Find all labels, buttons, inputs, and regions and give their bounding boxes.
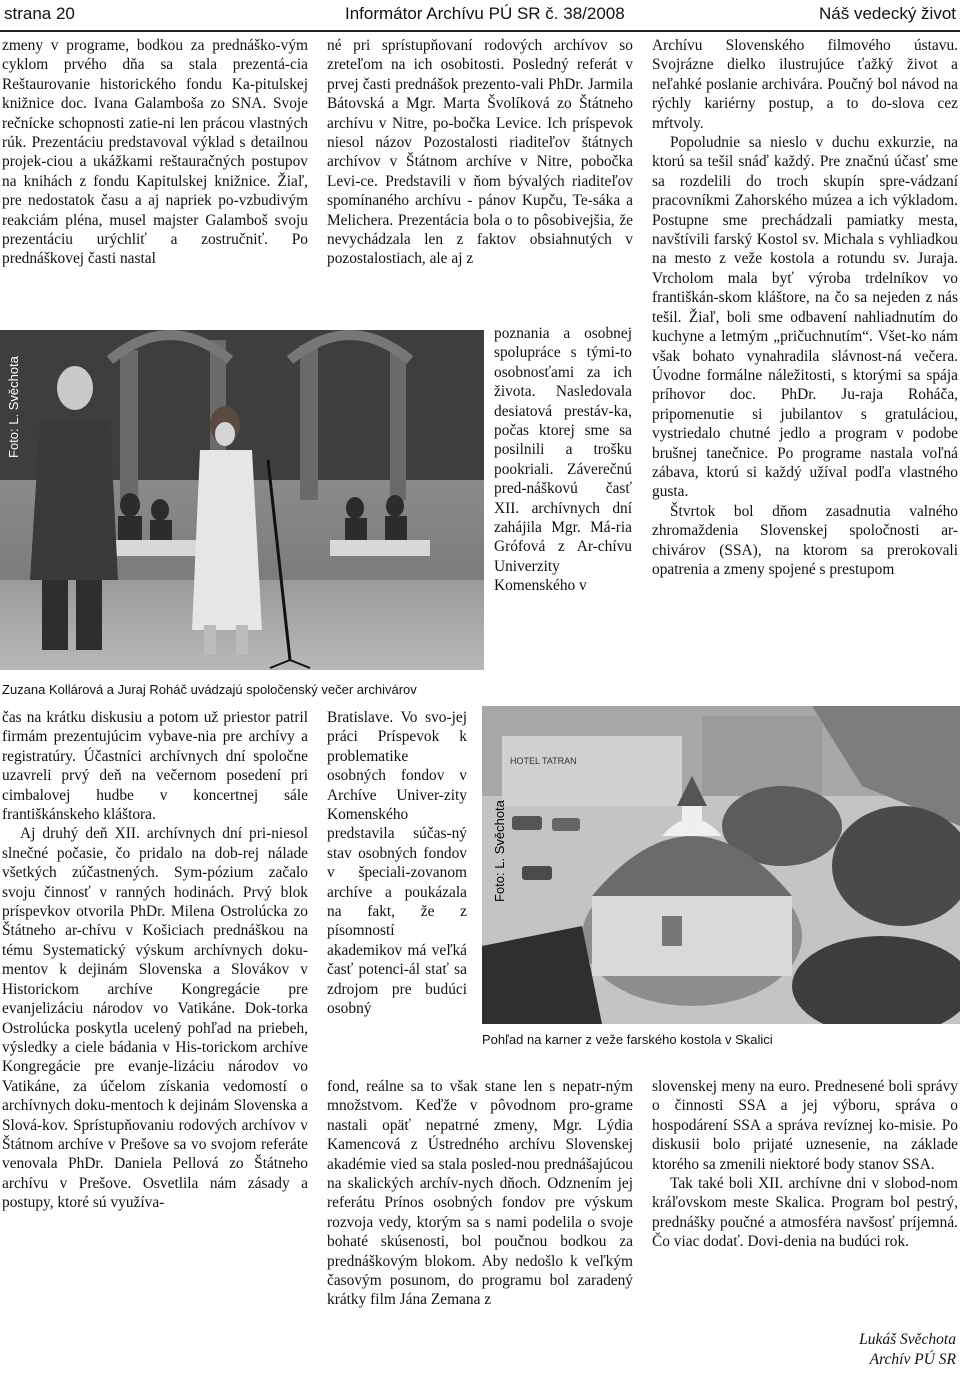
photo-caption: Zuzana Kollárová a Juraj Roháč uvádzajú spoločenský večer archivárov <box>2 682 417 697</box>
author-signature <box>760 1330 956 1370</box>
paragraph: Bratislave. Vo svo-jej práci Príspevok k problematike osobných fondov v Archíve Univer-zity Komenského predstavila súčas-ný stav osobných fondov v špeciali-zovanom archíve a poukázala na fakt, že z písomností akademikov má veľká časť potenci-ál stať sa zdrojom pre budúci osobný <box>327 709 467 1018</box>
paragraph: Štvrtok bol dňom zasadnutia valného zhromaždenia Slovenskej spoločnosti ar-chivárov (SSA), na ktorom sa prerokovali opatrenia a zmeny spojené s prestupom <box>652 502 958 578</box>
photo-karner-view-image <box>482 706 960 1024</box>
photo-caption: Pohľad na karner z veže farského kostola v Skalici <box>482 1032 773 1047</box>
paragraph: fond, reálne sa to však stane len s nepatr-ným množstvom. Keďže v pôvodnom pro-grame nastali opäť nepatrné zmeny, Mgr. Lýdia Kamencová z Ústredného archívu Slovenskej akadémie vied sa stala posled-nou prednášajúcou na skalických archív-nych dňoch. Odznením jej referátu Prínos osobných fondov pre výskum rozvoja vedy, ktorým sa s nami podelila o svoje bohaté skúsenosti, bol poučnou bodkou za prednáškovým blokom. Aby nedošlo k veľkým časovým posunom, do programu bol zaradený krátky film Jána Zemana z <box>327 1078 633 1309</box>
article-col3-top <box>652 36 958 686</box>
photo-karner-view <box>482 706 960 1024</box>
section-title: Náš vedecký život <box>819 4 956 23</box>
article-col2-top <box>327 36 633 326</box>
paragraph: Archívu Slovenského filmového ústavu. Svojrázne dielko ilustrujúce ťažký život a neľahké poslanie archivára. Poučný bol návod na rýchly kariérny postup, a to do-slova cez mŕtvoly. <box>652 37 958 132</box>
article-col1-bottom <box>2 708 308 1368</box>
author-org: Archív PÚ SR <box>869 1351 956 1368</box>
page-number: strana 20 <box>4 4 75 23</box>
article-col2-narrow <box>494 324 632 682</box>
paragraph: Aj druhý deň XII. archívnych dní pri-niesol slnečné počasie, čo pridalo na dob-rej nálade všetkých zúčastnených. Sym-pózium začalo svoju činnosť v ranných hodinách. Prvý blok príspevkov otvorila PhDr. Milena Ostrolúcka zo Štátneho ar-chívu v Košiciach prednáškou na tému Systematický výskum archívnych doku-mentov k dejinám Slovenska a Slovákov v Historickom archíve Kongregácie pre evanjelizáciu národov vo Vatikáne. Dok-torka Ostrolúcka poskytla ucelený pohľad na priebeh, výsledky a ciele bádania v His-torickom archíve Kongregácie pre evanje-lizáciu národov vo Vatikáne, za účelom získania vedomostí o archívnych doku-mentoch k dejinám Slovenska a Slová-kov. Sprístupňovaniu rodových archívov v Štátnom archíve v Prešove sa vo svojom referáte venovala PhDr. Daniela Pellová zo Štátneho archívu v Prešove. Osvetlila nám zásady a postupy, ktoré sú využíva- <box>2 825 308 1212</box>
photo-evening-event <box>0 330 484 670</box>
article-col1-top <box>2 36 308 326</box>
article-col2-narrow-bottom <box>327 708 467 1076</box>
author-name: Lukáš Svěchota <box>859 1331 956 1348</box>
photo-evening-event-image <box>0 330 484 670</box>
paragraph: slovenskej meny na euro. Prednesené boli správy o činnosti SSA a jej výboru, správa o hospodárení SSA a správa revíznej ko-misie. Po diskusii bolo prijaté uznesenie, na základe ktorého sa zmenili niektoré body stanov SSA. <box>652 1078 958 1173</box>
paragraph: poznania a osobnej spolupráce s tými-to osobnosťami za ich života. Nasledovala desiatová prestáv-ka, počas ktorej sme sa posilnili a trošku pookriali. Záverečnú pred-náškovú časť XII. archívnych dní zahájila Mgr. Má-ria Grófová z Ar-chívu Univerzity Komenského v <box>494 325 632 595</box>
paragraph: čas na krátku diskusiu a potom už priestor patril firmám prezentujúcim vybave-nia pre archívy a registratúry. Účastníci archívnych dní spoločne uzavreli prvý deň na večernom posedení pri cimbalovej hudbe v koncertnej sále františkánskeho kláštora. <box>2 709 308 824</box>
journal-title: Informátor Archívu PÚ SR č. 38/2008 <box>345 4 625 23</box>
page-header <box>0 0 960 32</box>
sign-text: HOTEL TATRAN <box>510 756 577 766</box>
photo-credit: Foto: L. Svěchota <box>492 800 507 902</box>
article-col3-bottom <box>652 1077 958 1317</box>
paragraph: zmeny v programe, bodkou za prednáško-vým cyklom prvého dňa sa stala prezentá-cia Reštaurovanie historického fondu Ka-pitulskej knižnice doc. Ivana Galamboša zo SNA. Svoje rečnícke schopnosti zatie-ni len prácou vlastných rúk. Prezentáciu predstavoval výklad s detailnou projek-ciou a ukážkami reštauračných postupov na knihách z fondu Kapitulskej knižnice. Žiaľ, pre nedostatok času a aj napriek po-vzbudivým reakciám pléna, musel majster Galamboš svoju prezentáciu urýchliť a zostručniť. Po prednáškovej časti nastal <box>2 37 308 268</box>
paragraph: né pri sprístupňovaní rodových archívov so zreteľom na ich osobitosti. Posledný referát v prvej časti prednášok prezento-vali PhDr. Jarmila Bátovská a Mgr. Marta Švolíková zo Štátneho archívu v Nitre, po-bočka Levice. Ich príspevok niesol názov Pozostalosti riaditeľov štátnych archívov v Štátnom archíve v Nitre, pobočka Levi-ce. Predstavili v ňom bývalých riaditeľov spomínaného archívu - pánov Kupču, Te-sáka a Melichera. Prezentácia bola o to pôsobivejšia, že nevychádzala len z faktov obsiahnutých v pozostalostiach, ale aj z <box>327 37 633 268</box>
paragraph: Popoludnie sa nieslo v duchu exkurzie, na ktorú sa tešil snáď každý. Pre značnú účasť sme sa rozdelili do troch skupín spre-vádzaní pracovníkmi Zahorského múzea a ich výkladom. Postupne sme prechádzali pamiatky mesta, navštívili farský Kostol sv. Michala s vyhliadkou na mesto z veže kostola a rotundu sv. Juraja. Vrcholom mala byť výroba trdelníkov vo františkán-skom kláštore, na čo sa nejeden z nás tešil. Žiaľ, boli sme odbavení nahliadnutím do kuchyne a letmým „pričuchnutím“. Všet-ko nám však bohato vynahradila slávnost-ná večera. Úvodne formálne náležitosti, s ktorými sa spája príhovor doc. PhDr. Ju-raja Roháča, pripomenutie si jubilantov s gratuláciou, vystriedalo chutné jedlo a program v podobe brušnej tanečnice. Po programe nastala voľná zábava, ktorú si každý užíval podľa vlastného gusta. <box>652 134 958 501</box>
article-col2-bottom <box>327 1077 633 1369</box>
paragraph: Tak také boli XII. archívne dni v slobod-nom kráľovskom meste Skalica. Program bol pestrý, prednášky poučné a atmosféra navšosť príjemná. Čo viac dodať. Dovi-denia na budúci rok. <box>652 1175 958 1251</box>
photo-credit: Foto: L. Svěchota <box>6 356 21 458</box>
